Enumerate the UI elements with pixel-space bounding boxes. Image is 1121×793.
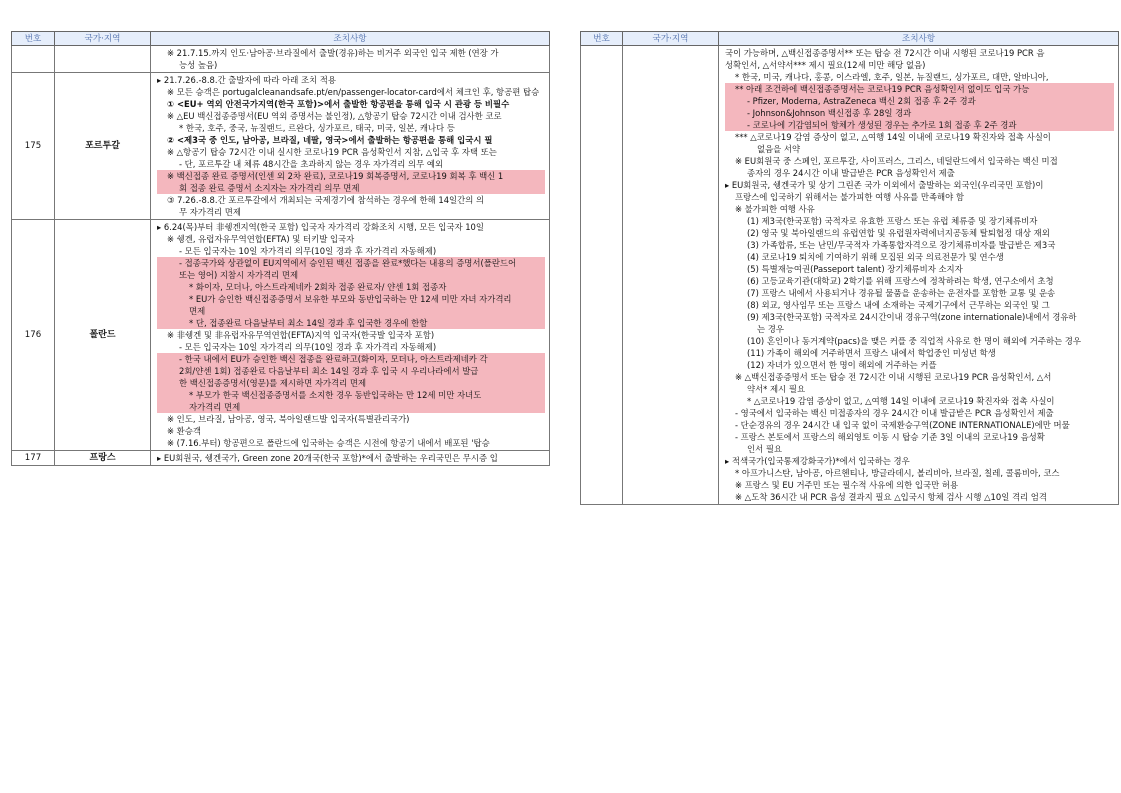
measure-line: ▸ 적색국가(입국통제강화국가)*에서 입국하는 경우: [725, 456, 910, 466]
measure-line: * 한국, 미국, 캐나다, 홍콩, 이스라엘, 호주, 일본, 뉴질랜드, 싱가포르, 대만, 알바니아,: [735, 72, 1049, 82]
measures-table-right: [580, 31, 1119, 505]
measure-line: - 영국에서 입국하는 백신 미접종자의 경우 24시간 이내 발급받은 PCR 음성확인서 제출: [735, 408, 1054, 418]
measure-line: ▸ 6.24(목)부터 非쉥겐지역(한국 포함) 입국자 자가격리 강화조치 시행, 모든 입국자 10일: [157, 222, 484, 232]
measure-line: ※ 프랑스 및 EU 거주민 또는 필수적 사유에 의한 입국만 허용: [735, 480, 959, 490]
measures-table-left: [11, 31, 550, 466]
measure-line: ※ (7.16.부터) 항공편으로 폴란드에 입국하는 승객은 시전에 항공기 내에서 배포된 '탑승: [167, 438, 490, 448]
measure-line: ※ EU회원국 중 스페인, 포르투갈, 사이프러스, 그리스, 네덜란드에서 입국하는 백신 미접: [735, 156, 1058, 166]
header-region: 국가·지역: [55, 32, 151, 46]
measure-line-highlight: * EU가 승인한 백신접종증명서 보유한 부모와 동반입국하는 만 12세 미만 자녀 자가격리: [157, 293, 545, 305]
row-number: 177: [12, 451, 55, 466]
measure-cell: [151, 46, 550, 73]
measure-line-highlight: * 부모가 한국 백신접종증명서를 소지한 경우 동반입국하는 만 12세 미만 자녀도: [157, 389, 545, 401]
measure-line: (5) 특별재능여권(Passeport talent) 장기체류비자 소지자: [747, 264, 963, 274]
measure-line: ※ △백신접종증명서 또는 탑승 전 72시간 이내 시행된 코로나19 PCR 음성확인서, △서: [735, 372, 1052, 382]
measure-line: 국이 가능하며, △백신접종증명서** 또는 탑승 전 72시간 이내 시행된 코로나19 PCR 음: [725, 48, 1045, 58]
measure-line-highlight: 자가격리 면제: [157, 401, 545, 413]
measure-line: ※ 21.7.15.까지 인도·남아공·브라질에서 출발(경유)하는 비거주 외국인 입국 제한 (연장 가: [167, 48, 499, 58]
measure-line-highlight: 면제: [157, 305, 545, 317]
measure-line-highlight: - 접종국가와 상관없이 EU지역에서 승인된 백신 접종을 완료*했다는 내용의 증명서(폴란드어: [157, 257, 545, 269]
measure-line: (1) 제3국(한국포함) 국적자로 유효한 프랑스 또는 유럽 체류증 및 장기체류비자: [747, 216, 1038, 226]
measure-cell: [151, 220, 550, 451]
country-name: 폴란드: [55, 220, 151, 451]
table-row: [581, 46, 1119, 505]
measure-line: ※ △EU 백신접종증명서(EU 역외 증명서는 불인정), △항공기 탑승 72시간 이내 검사한 코로: [167, 111, 502, 121]
measure-line: (8) 외교, 영사임무 또는 프랑스 내에 소재하는 국제기구에서 근무하는 외국인 및 그: [747, 300, 1050, 310]
country-name: 포르투갈: [55, 73, 151, 220]
measure-line: - 모든 입국자는 10일 자가격리 의무(10일 경과 후 자가격리 자동해제): [179, 246, 437, 256]
measure-line: - 프랑스 본토에서 프랑스의 해외영토 이동 시 탑승 기준 3일 이내의 코로나19 음성확: [735, 432, 1045, 442]
measure-line: (2) 영국 및 북아일랜드의 유럽연합 및 유럽원자력에너지공동체 탈퇴협정 대상 재외: [747, 228, 1050, 238]
header-measure: 조치사항: [151, 32, 550, 46]
left-page: [11, 31, 550, 766]
header-no: 번호: [581, 32, 623, 46]
measure-line: 없음을 서약: [757, 144, 801, 154]
measure-line-highlight: ※ 백신접종 완료 증명서(인센 외 2차 완료), 코로나19 회복증명서, 코로나19 회복 후 백신 1: [157, 170, 545, 182]
measure-line: (7) 프랑스 내에서 사용되거나 경유될 물품을 운송하는 운전자를 포함한 교통 및 운송: [747, 288, 1056, 298]
measure-line: 능성 높음): [179, 60, 218, 70]
measure-line: ※ 인도, 브라질, 남아공, 영국, 북아일랜드발 입국자(특별관리국가): [167, 414, 410, 424]
header-no: 번호: [12, 32, 55, 46]
measure-line: - 모든 입국자는 10일 자가격리 의무(10일 경과 후 자가격리 자동해제): [179, 342, 437, 352]
measure-line: ③ 7.26.-8.8.간 포르투갈에서 개최되는 국제경기에 참석하는 경우에 한해 14일간의 의: [167, 195, 485, 205]
measure-line: (3) 가족합류, 또는 난민/무국적자 가족통합자격으로 장기체류비자를 발급받은 제3국: [747, 240, 1056, 250]
measure-line: * 한국, 호주, 중국, 뉴질랜드, 르완다, 싱가포르, 태국, 미국, 일본, 캐나다 등: [179, 123, 455, 133]
measure-line-highlight: - Pfizer, Moderna, AstraZeneca 백신 2회 접종 후 2주 경과: [725, 95, 1114, 107]
table-row: [12, 46, 550, 73]
measure-line: ※ 불가피한 여행 사유: [735, 204, 815, 214]
measure-line: (4) 코로나19 퇴치에 기여하기 위해 모집된 외국 의료전문가 및 연수생: [747, 252, 1004, 262]
measure-line-highlight: - 한국 내에서 EU가 승인한 백신 접종을 완료하고(화이자, 모더나, 아스트라제네카 각: [157, 353, 545, 365]
measure-line: (11) 가족이 해외에 거주하면서 프랑스 내에서 학업중인 미성년 학생: [747, 348, 996, 358]
measure-cell: [719, 46, 1119, 505]
measure-line: ※ △항공기 탑승 72시간 이내 실시한 코로나19 PCR 음성확인서 지참, △입국 후 자택 또는: [167, 147, 497, 157]
row-number: 176: [12, 220, 55, 451]
measure-line-highlight: - Johnson&Johnson 백신접종 후 28일 경과: [725, 107, 1114, 119]
measure-line: * △코로나19 감염 증상이 없고, △여행 14일 이내에 코로나19 확진자와 접촉 사실이: [747, 396, 1055, 406]
measure-line-highlight: * 화이자, 모더나, 아스트라제네카 2회차 접종 완료자/ 얀센 1회 접종자: [157, 281, 545, 293]
measure-line: ※ 환승객: [167, 426, 201, 436]
measure-line: ▸ EU회원국, 쉥겐국가 및 상기 그린존 국가 이외에서 출발하는 외국인(우리국민 포함)이: [725, 180, 1044, 190]
measure-line-highlight: 한 백신접종증명서(영문)를 제시하면 자가격리 면제: [157, 377, 545, 389]
measure-line-highlight: ** 아래 조건하에 백신접종증명서는 코로나19 PCR 음성확인서 없이도 입국 가능: [725, 83, 1114, 95]
table-header: [12, 32, 550, 46]
measure-line: (6) 고등교육기관(대학교) 2학기를 위해 프랑스에 정착하려는 학생, 연구소에서 초청: [747, 276, 1054, 286]
measure-line-highlight: 2회/얀센 1회) 접종완료 다음날부터 최소 14일 경과 후 입국 시 우리나라에서 발급: [157, 365, 545, 377]
measure-line-highlight: * 단, 접종완료 다음날부터 최소 14일 경과 후 입국한 경우에 한함: [157, 317, 545, 329]
measure-line: (10) 혼인이나 동거계약(pacs)을 맺은 커플 중 직업적 사유로 한 명이 해외에 거주하는 경우: [747, 336, 1081, 346]
measure-line: ① <EU+ 역외 안전국가지역(한국 포함)>에서 출발한 항공편을 통해 입국 시 관광 등 비필수: [167, 99, 510, 109]
measure-line: (9) 제3국(한국포함) 국적자로 24시간이내 경유구역(zone internationale)내에서 경유하: [747, 312, 1077, 322]
measure-line: 는 경우: [757, 324, 784, 334]
row-number: 175: [12, 73, 55, 220]
measure-line: ▸ EU회원국, 쉥겐국가, Green zone 20개국(한국 포함)*에서 출발하는 우리국민은 무시증 입: [157, 453, 498, 463]
measure-line: 종자의 경우 24시간 이내 발급받은 PCR 음성확인서 제출: [747, 168, 955, 178]
measure-line: ▸ 21.7.26.-8.8.간 출발자에 따라 아래 조치 적용: [157, 75, 336, 85]
measure-line: 성확인서, △서약서*** 제시 필요(12세 미만 해당 없음): [725, 60, 926, 70]
measure-line: ※ 非쉥겐 및 非유럽자유무역연합(EFTA)지역 입국자(한국발 입국자 포함): [167, 330, 435, 340]
measure-line: ※ △도착 36시간 내 PCR 음성 결과지 필요 △입국시 항체 검사 시행 △10일 격리 엄격: [735, 492, 1047, 502]
table-row: [12, 73, 550, 220]
measure-cell: [151, 73, 550, 220]
measure-line: *** △코로나19 감염 증상이 없고, △여행 14일 이내에 코로나19 확진자와 접촉 사실이: [735, 132, 1051, 142]
measure-line-highlight: - 코로나에 기감염되어 항체가 생성된 경우는 추가로 1회 접종 후 2주 경과: [725, 119, 1114, 131]
measure-cell: [151, 451, 550, 466]
table-row: [12, 451, 550, 466]
measure-line: 프랑스에 입국하기 위해서는 불가피한 여행 사유를 만족해야 함: [735, 192, 964, 202]
measure-line: 인서 필요: [747, 444, 783, 454]
measure-line-highlight: 회 접종 완료 증명서 소지자는 자가격리 의무 면제: [157, 182, 545, 194]
header-region: 국가·지역: [623, 32, 719, 46]
measure-line: * 아프가니스탄, 남아공, 아르헨티나, 방글라데시, 볼리비아, 브라질, 칠레, 콜롬비아, 코스: [735, 468, 1060, 478]
right-page: [580, 31, 1119, 766]
measure-line: - 단, 포르투갈 내 체류 48시간을 초과하지 않는 경우 자가격리 의무 예외: [179, 159, 444, 169]
table-header: [581, 32, 1119, 46]
table-row: [12, 220, 550, 451]
measure-line-highlight: 또는 영어) 지참시 자가격리 면제: [157, 269, 545, 281]
measure-line: 약서* 제시 필요: [747, 384, 806, 394]
measure-line: ※ 쉥겐, 유럽자유무역연합(EFTA) 및 터키발 입국자: [167, 234, 355, 244]
measure-line: - 단순경유의 경우 24시간 내 입국 없이 국제환승구역(ZONE INTERNATIONALE)에만 머물: [735, 420, 1070, 430]
country-name: 프랑스: [55, 451, 151, 466]
measure-line: ② <제3국 중 인도, 남아공, 브라질, 네팔, 영국>에서 출발하는 항공편을 통해 입국시 필: [167, 135, 493, 145]
measure-line: (12) 자녀가 있으면서 한 명이 해외에 거주하는 커플: [747, 360, 937, 370]
header-measure: 조치사항: [719, 32, 1119, 46]
measure-line: ※ 모든 승객은 portugalcleanandsafe.pt/en/passenger-locator-card에서 체크인 후, 항공편 탑승: [167, 87, 540, 97]
measure-line: 무 자가격리 면제: [179, 207, 241, 217]
